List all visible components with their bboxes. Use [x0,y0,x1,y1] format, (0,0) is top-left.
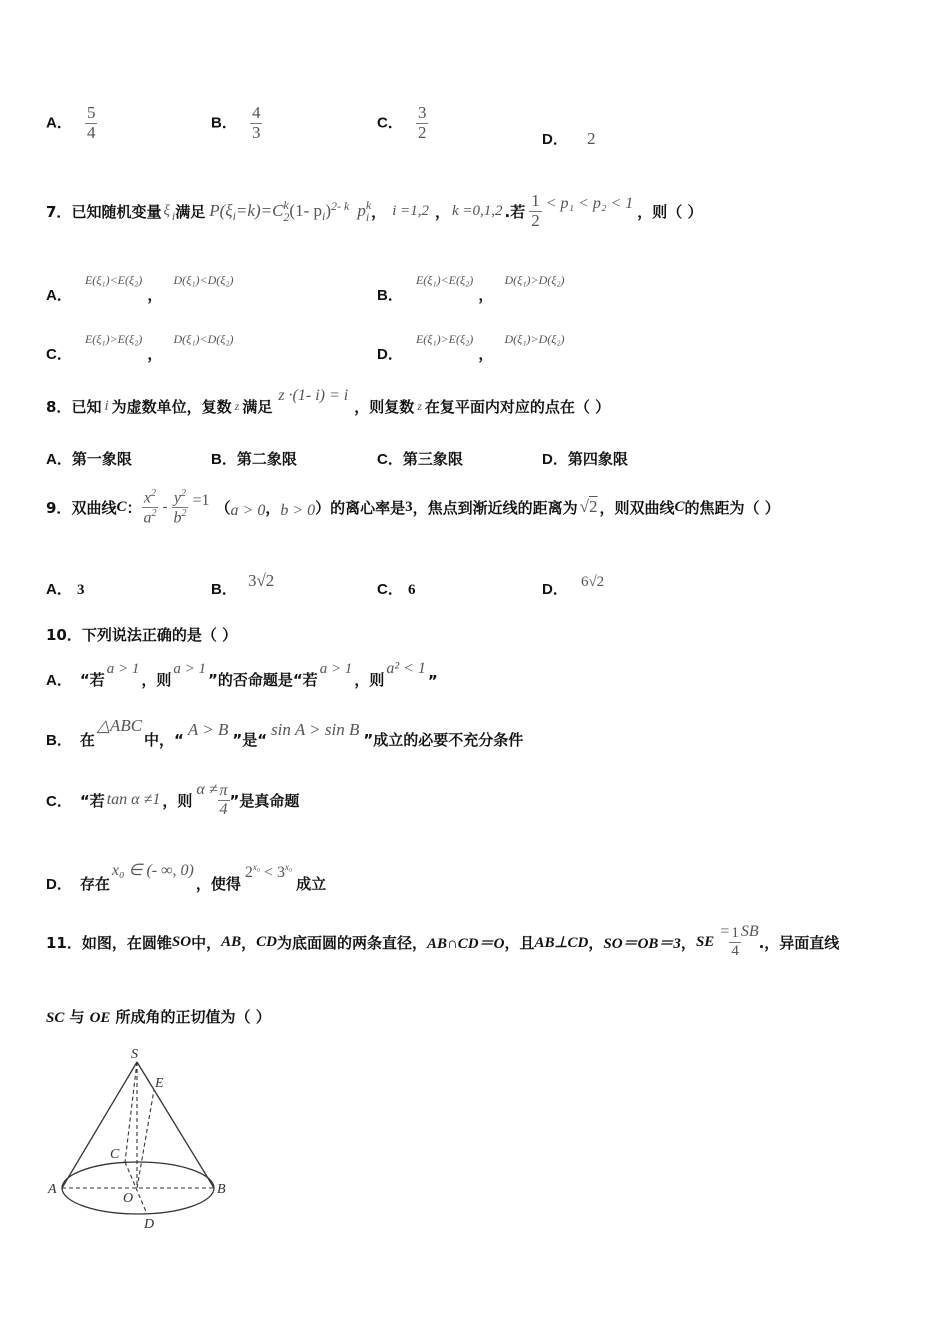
question-number: 11． [46,933,82,952]
q10-option-d[interactable]: D． 存在 x₀ ∈ (- ∞, 0) ，使得 2 x₀ < 3 x₀ 成立 [46,862,327,893]
q7-option-b[interactable]: B． E(ξ₁)<E(ξ₂) ， D(ξ₁)>D(ξ₂) [377,273,565,304]
fraction-pi-4: $\frac{\pi}{4}$ [219,781,228,818]
fraction-y2-b2: $\frac{y^2}{b^2}$ [173,487,187,526]
sqrt-2: √2 [579,497,598,516]
q10-option-c[interactable]: C． “若 tan α ≠1 ，则 α ≠ $\frac{\pi}{4}$ ”是真命题 [46,781,300,818]
q9-option-d[interactable]: D． 6√2 [542,574,605,598]
q9-option-c[interactable]: C． 6 [377,581,416,598]
question-number: 8． [46,397,72,416]
label-d: D [144,1217,155,1232]
cone-figure [40,1040,250,1240]
q6-option-d[interactable] [542,128,595,149]
fraction-1-4: $\frac{1}{4}$ [731,925,739,959]
q9-option-a[interactable]: A． 3 [46,581,85,598]
q8-stem: 8． 已知 i 为虚数单位，复数 z 满足 z ·(1- i) = i ，则复数 z 在复平面内对应的点在（ ） [46,387,611,416]
label-c: C [110,1147,120,1162]
q8-option-d[interactable]: D．第四象限 [542,450,628,468]
label-b: B [217,1182,226,1197]
fraction: $\frac{1}{2}$ [531,190,540,230]
q8-option-b[interactable]: B．第二象限 [211,450,297,468]
cone-edge-sa [62,1062,137,1188]
q10-option-b[interactable]: B． 在 △ABC 中，“ A > B ”是“ sin A > sin B ”成立的必要不充分条件 [46,716,524,749]
option-label: A． [46,114,72,132]
fraction: $\frac{5}{4}$ [86,103,96,142]
q9-stem: 9． 双曲线 C ： $\frac{x^2}{a^2}$ - $\frac{y^2}{b^2}$ =1 （ a > 0 ， b > 0 ）的离心率是 3 ，焦点到渐近线的距离为 √2 ，则双曲线 C 的焦距为（ ） [46,487,780,526]
q7-stem: 7． 已知随机变量 ξ i 满足 P(ξ i =k)=C k 2 (1- p i ) 2- k p k i ， i =1,2 ， k =0,1,2 .若 $\frac{1}{2}$ < p₁ < p₂ < 1 ，则（ ） [46,190,703,230]
q10-option-a[interactable]: A． “若 a > 1 ，则 a > 1 ”的否命题是“若 a > 1 ，则 a² < 1 ” [46,660,438,690]
option-label: B． [211,114,237,132]
label-s: S [131,1047,138,1062]
option-label: C． [377,114,403,132]
q6-option-a[interactable] [46,104,97,142]
q11-stem-line2: SC 与 OE 所成角的正切值为（ ） [46,1008,271,1026]
label-a: A [48,1182,57,1197]
q6-option-c[interactable] [377,104,428,142]
q8-option-a[interactable]: A．第一象限 [46,450,132,468]
label-e: E [155,1076,164,1091]
q6-option-b[interactable] [211,104,262,142]
q7-option-d[interactable]: D． E(ξ₁)>E(ξ₂) ， D(ξ₁)>D(ξ₂) [377,332,565,363]
segment-oe [137,1090,154,1188]
label-o: O [123,1191,134,1206]
cone-edge-sb [137,1062,214,1188]
q9-option-b[interactable]: B． 3√2 [211,571,275,598]
option-value: 2 [586,129,596,148]
q8-option-c[interactable]: C．第三象限 [377,450,463,468]
fraction-x2-a2: $\frac{x^2}{a^2}$ [143,487,157,526]
segment-sc [125,1062,137,1162]
q7-option-c[interactable]: C． E(ξ₁)>E(ξ₂) ， D(ξ₁)<D(ξ₂) [46,332,234,363]
fraction: $\frac{3}{2}$ [417,103,427,142]
q7-option-a[interactable]: A． E(ξ₁)<E(ξ₂) ， D(ξ₁)<D(ξ₂) [46,273,234,304]
question-number: 9． [46,498,72,517]
question-number: 10． [46,626,82,644]
q10-stem: 10．下列说法正确的是（ ） [46,626,238,644]
question-number: 7． [46,202,72,221]
q11-stem-line1: 11． 如图，在圆锥 SO 中， AB ， CD 为底面圆的两条直径， AB∩CD＝O ，且 AB⊥CD ， SO＝OB＝3 ， SE = $\frac{1}{4}$ SB .，异面直线 [46,923,840,959]
fraction: $\frac{4}{3}$ [251,103,261,142]
option-label: D． [542,131,568,148]
